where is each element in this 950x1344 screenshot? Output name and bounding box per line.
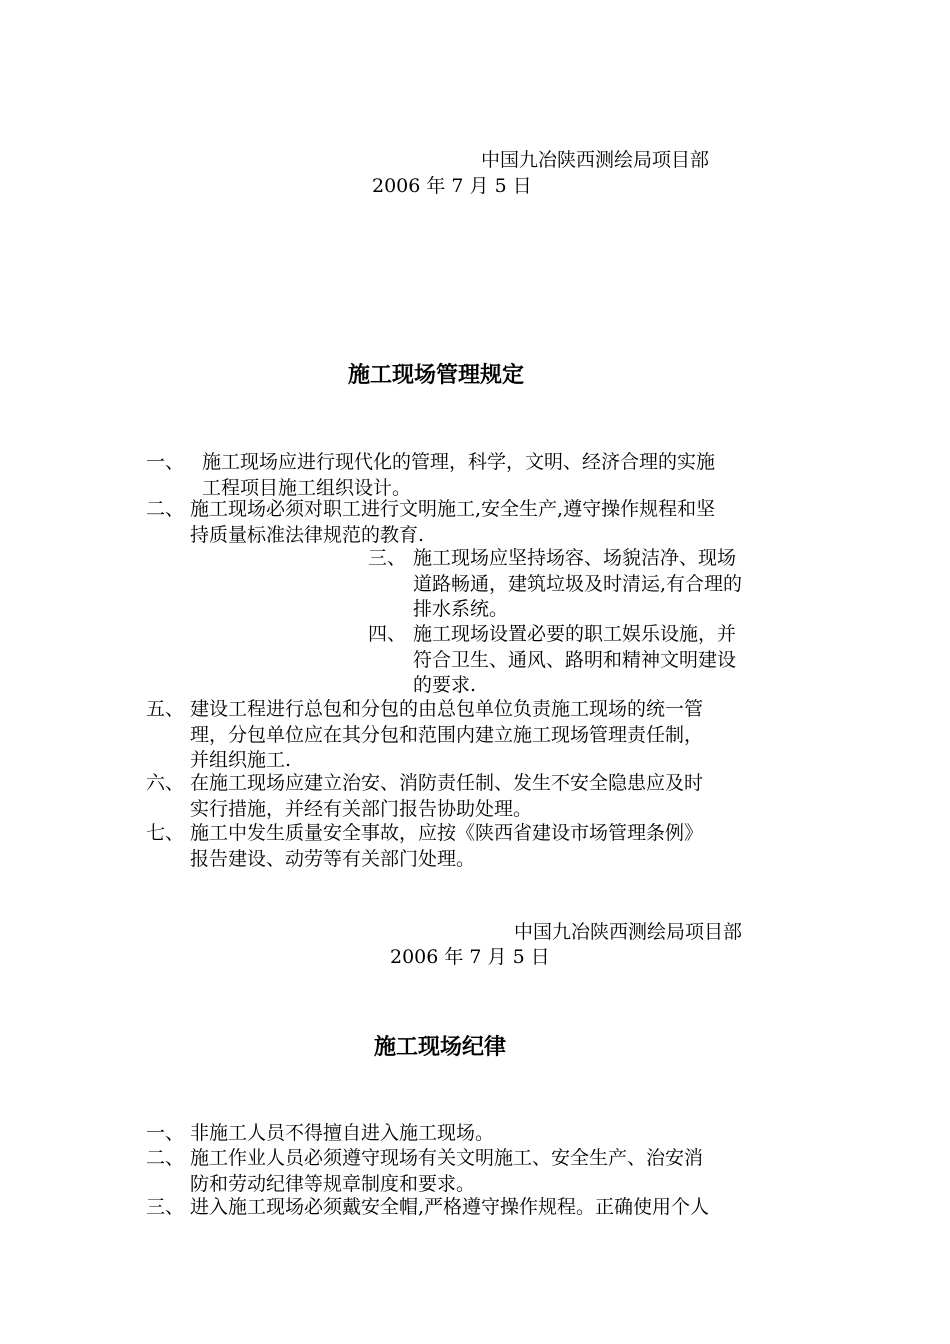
item-line: 在施工现场应建立治安、消防责任制、发生不安全隐患应及时 bbox=[190, 772, 704, 794]
item-marker: 七、 bbox=[146, 822, 185, 844]
list-item bbox=[146, 1121, 494, 1147]
item-line: 并组织施工. bbox=[190, 749, 292, 771]
item-marker: 一、 bbox=[146, 1122, 185, 1144]
list-item bbox=[146, 771, 703, 822]
date-2: 2006 年 7 月 5 日 bbox=[390, 946, 550, 968]
item-line: 施工现场设置必要的职工娱乐设施，并 bbox=[413, 623, 737, 645]
list-item bbox=[146, 821, 703, 872]
list-item bbox=[146, 697, 703, 774]
item-marker: 四、 bbox=[368, 623, 407, 645]
item-marker: 二、 bbox=[146, 1147, 185, 1169]
item-line: 报告建设、动劳等有关部门处理。 bbox=[190, 847, 476, 870]
list-item bbox=[146, 450, 715, 501]
item-line: 符合卫生、通风、路明和精神文明建设 bbox=[413, 648, 737, 671]
item-line: 施工作业人员必须遵守现场有关文明施工、安全生产、治安消 bbox=[190, 1147, 704, 1169]
item-marker: 三、 bbox=[146, 1196, 185, 1218]
item-line: 防和劳动纪律等规章制度和要求。 bbox=[190, 1172, 476, 1195]
list-item bbox=[146, 497, 715, 548]
item-marker: 一、 bbox=[146, 451, 185, 473]
item-line: 施工现场应坚持场容、场貌洁净、现场 bbox=[413, 547, 737, 569]
item-marker: 三、 bbox=[368, 547, 407, 569]
list-item bbox=[368, 546, 742, 623]
list-item bbox=[368, 622, 736, 699]
item-line: 施工现场应进行现代化的管理，科学，文明、经济合理的实施 bbox=[202, 451, 716, 473]
section-title-management: 施工现场管理规定 bbox=[348, 362, 525, 388]
item-marker: 六、 bbox=[146, 772, 185, 794]
item-marker: 五、 bbox=[146, 698, 185, 720]
item-line: 持质量标准法律规范的教育. bbox=[190, 523, 425, 546]
item-marker: 二、 bbox=[146, 498, 185, 520]
item-line: 建设工程进行总包和分包的由总包单位负责施工现场的统一管 bbox=[190, 698, 704, 720]
item-line: 的要求. bbox=[413, 674, 477, 696]
date-1: 2006 年 7 月 5 日 bbox=[372, 175, 532, 197]
org-signature-1: 中国九冶陕西测绘局项目部 bbox=[481, 149, 710, 171]
item-line: 施工现场必须对职工进行文明施工,安全生产,遵守操作规程和坚 bbox=[190, 498, 716, 520]
list-item bbox=[146, 1146, 703, 1197]
list-item bbox=[146, 1195, 709, 1221]
item-line: 排水系统。 bbox=[413, 598, 509, 620]
org-signature-2: 中国九冶陕西测绘局项目部 bbox=[514, 921, 743, 943]
item-line: 进入施工现场必须戴安全帽,严格遵守操作规程。正确使用个人 bbox=[190, 1196, 710, 1218]
item-line: 非施工人员不得擅自进入施工现场。 bbox=[190, 1122, 495, 1144]
item-line: 施工中发生质量安全事故，应按《陕西省建设市场管理条例》 bbox=[190, 822, 704, 844]
item-line: 实行措施，并经有关部门报告协助处理。 bbox=[190, 797, 533, 820]
item-line: 道路畅通，建筑垃圾及时清运,有合理的 bbox=[413, 572, 743, 595]
section-title-discipline: 施工现场纪律 bbox=[374, 1034, 507, 1060]
item-line: 工程项目施工组织设计。 bbox=[202, 476, 412, 499]
item-line: 理，分包单位应在其分包和范围内建立施工现场管理责任制， bbox=[190, 723, 704, 746]
